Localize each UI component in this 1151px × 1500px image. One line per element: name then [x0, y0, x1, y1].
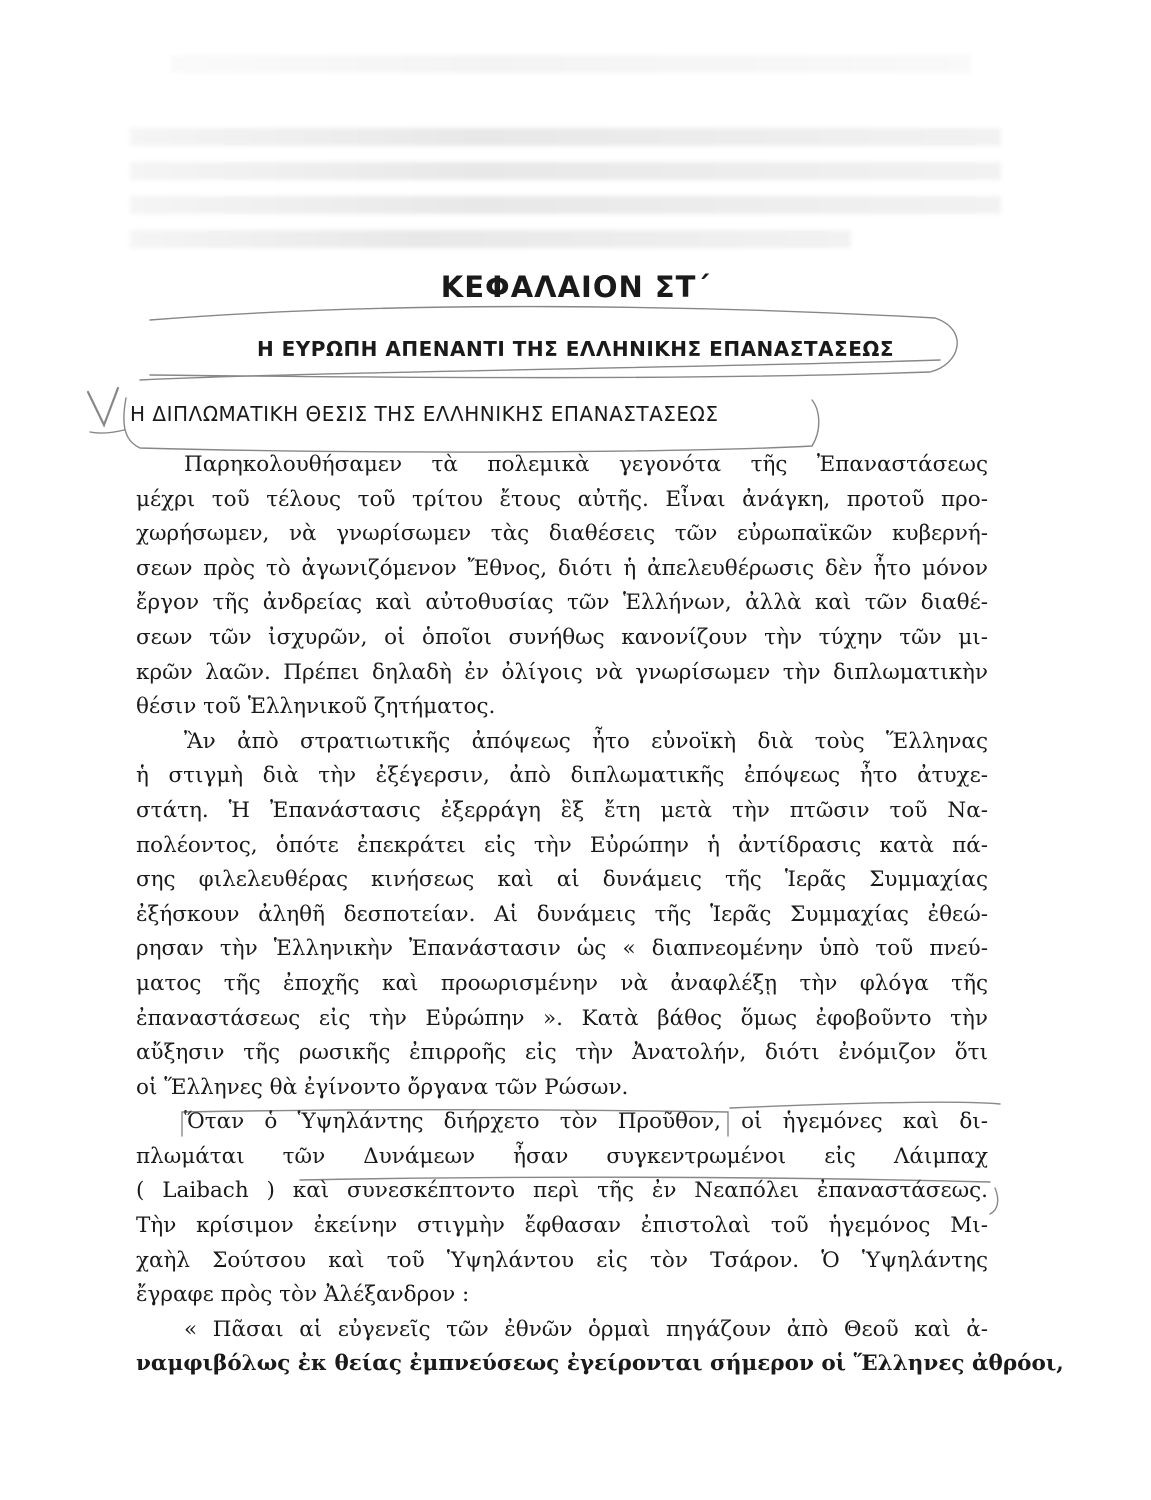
text-line: θέσιν τοῦ Ἑλληνικοῦ ζητήματος.: [136, 694, 496, 720]
text-line: ἐπαναστάσεως εἰς τὴν Εὐρώπην ». Κατὰ βάθος ὅμως ἐφοβοῦντο τὴν: [136, 1005, 988, 1031]
text-line: ἐξήσκουν ἀληθῆ δεσποτείαν. Αἱ δυνάμεις τῆς Ἱερᾶς Συμμαχίας ἐθεώ-: [136, 901, 988, 927]
text-line: πλωμάται τῶν Δυνάμεων ἦσαν συγκεντρωμένοι εἰς Λάιμπαχ: [136, 1143, 988, 1169]
chapter-subtitle: Η ΕΥΡΩΠΗ ΑΠΕΝΑΝΤΙ ΤΗΣ ΕΛΛΗΝΙΚΗΣ ΕΠΑΝΑΣΤΑΣΕΩΣ: [256, 337, 895, 361]
text-line: οἱ Ἕλληνες θὰ ἐγίνοντο ὄργανα τῶν Ρώσων.: [136, 1074, 629, 1100]
chapter-title: ΚΕΦΑΛΑΙΟΝ ΣΤ΄: [440, 270, 711, 304]
text-line: σεων τῶν ἰσχυρῶν, οἱ ὁποῖοι συνήθως κανονίζουν τὴν τύχην τῶν μι-: [136, 624, 988, 650]
text-line: κρῶν λαῶν. Πρέπει δηλαδὴ ἐν ὀλίγοις νὰ γνωρίσωμεν τὴν διπλωματικὴν: [136, 659, 988, 685]
text-line: Ὅταν ὁ Ὑψηλάντης διήρχετο τὸν Προῦθον, οἱ ἡγεμόνες καὶ δι-: [184, 1109, 988, 1135]
text-line: αὔξησιν τῆς ρωσικῆς ἐπιρροῆς εἰς τὴν Ἀνατολήν, διότι ἐνόμιζον ὅτι: [136, 1040, 988, 1066]
text-line: ἔργον τῆς ἀνδρείας καὶ αὐτοθυσίας τῶν Ἑλλήνων, ἀλλὰ καὶ τῶν διαθέ-: [136, 590, 988, 616]
text-line: ναμφιβόλως ἐκ θείας ἐμπνεύσεως ἐγείρονται σήμερον οἱ Ἕλληνες ἀθρόοι,: [136, 1351, 1064, 1377]
text-line: μέχρι τοῦ τέλους τοῦ τρίτου ἔτους αὐτῆς. Εἶναι ἀνάγκη, προτοῦ προ-: [136, 486, 988, 512]
text-line: χαὴλ Σούτσου καὶ τοῦ Ὑψηλάντου εἰς τὸν Τσάρον. Ὁ Ὑψηλάντης: [136, 1247, 988, 1273]
text-line: στάτη. Ἡ Ἐπανάστασις ἐξερράγη ἓξ ἔτη μετὰ τὴν πτῶσιν τοῦ Να-: [136, 797, 988, 823]
text-line: Ἂν ἀπὸ στρατιωτικῆς ἀπόψεως ἦτο εὐνοϊκὴ διὰ τοὺς Ἕλληνας: [184, 728, 988, 754]
text-line: σης φιλελευθέρας κινήσεως καὶ αἱ δυνάμεις τῆς Ἱερᾶς Συμμαχίας: [136, 867, 988, 893]
text-line: « Πᾶσαι αἱ εὐγενεῖς τῶν ἐθνῶν ὁρμαὶ πηγάζουν ἀπὸ Θεοῦ καὶ ἀ-: [184, 1316, 988, 1342]
text-line: ( Laibach ) καὶ συνεσκέπτοντο περὶ τῆς ἐν Νεαπόλει ἐπαναστάσεως.: [136, 1178, 988, 1204]
text-line: χωρήσωμεν, νὰ γνωρίσωμεν τὰς διαθέσεις τῶν εὐρωπαϊκῶν κυβερνή-: [136, 521, 988, 547]
section-heading: Η ΔΙΠΛΩΜΑΤΙΚΗ ΘΕΣΙΣ ΤΗΣ ΕΛΛΗΝΙΚΗΣ ΕΠΑΝΑΣΤΑΣΕΩΣ: [130, 402, 719, 426]
text-line: ἡ στιγμὴ διὰ τὴν ἐξέγερσιν, ἀπὸ διπλωματικῆς ἐπόψεως ἦτο ἀτυχε-: [136, 763, 988, 789]
text-line: Παρηκολουθήσαμεν τὰ πολεμικὰ γεγονότα τῆς Ἐπαναστάσεως: [184, 452, 988, 477]
text-line: πολέοντος, ὁπότε ἐπεκράτει εἰς τὴν Εὐρώπην ἡ ἀντίδρασις κατὰ πά-: [136, 832, 988, 858]
text-line: Τὴν κρίσιμον ἐκείνην στιγμὴν ἔφθασαν ἐπιστολαὶ τοῦ ἡγεμόνος Μι-: [136, 1213, 988, 1239]
text-line: ρησαν τὴν Ἑλληνικὴν Ἐπανάστασιν ὡς « διαπνεομένην ὑπὸ τοῦ πνεύ-: [136, 936, 988, 962]
text-line: σεων πρὸς τὸ ἀγωνιζόμενον Ἔθνος, διότι ἡ ἀπελευθέρωσις δὲν ἦτο μόνον: [136, 555, 988, 581]
body-text: [136, 448, 1064, 1382]
text-line: ἔγραφε πρὸς τὸν Ἀλέξανδρον :: [136, 1282, 470, 1308]
text-line: ματος τῆς ἐποχῆς καὶ προωρισμένην νὰ ἀναφλέξῃ τὴν φλόγα τῆς: [136, 970, 988, 996]
